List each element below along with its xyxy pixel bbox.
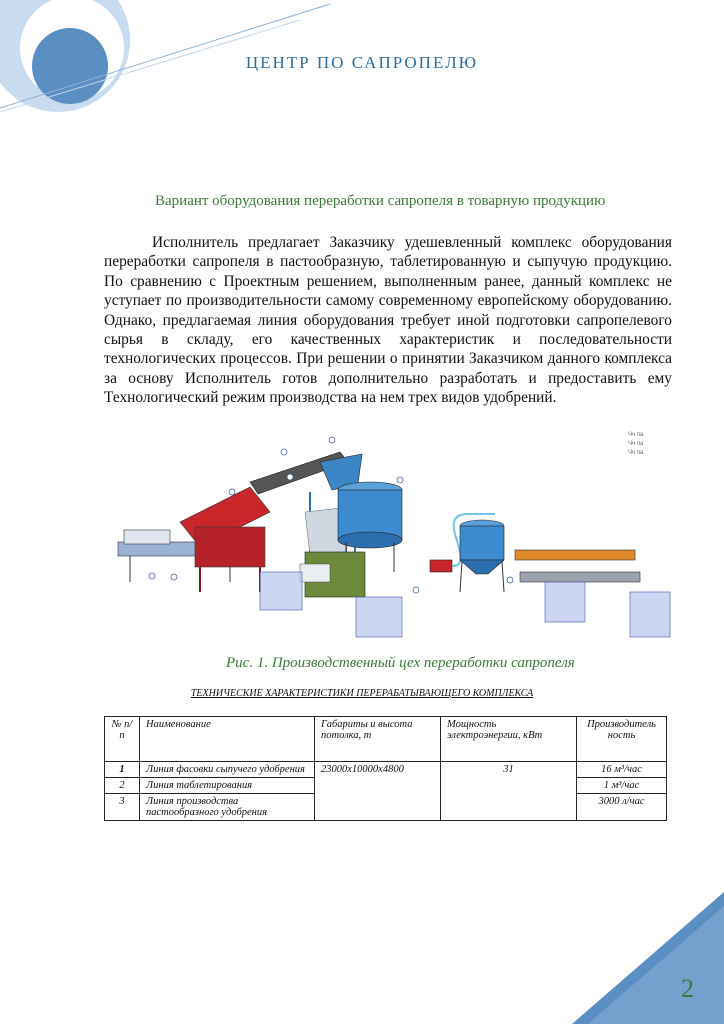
column-header: № п/п xyxy=(105,717,140,762)
legend-item: Чч па xyxy=(628,441,644,447)
storage-tank xyxy=(460,520,504,592)
row-performance: 1 м³/час xyxy=(577,778,667,794)
row-name: Линия производства пастообразного удобрения xyxy=(140,794,315,821)
legend-item: Чч па xyxy=(628,450,644,456)
column-header: Мощность электроэнергии, кВт xyxy=(441,717,577,762)
tablet-press xyxy=(300,552,365,597)
row-name: Линия фасовки сыпучего удобрения xyxy=(140,762,315,778)
equipment-illustration xyxy=(100,432,680,654)
row-number: 3 xyxy=(105,794,140,821)
page-number: 2 xyxy=(681,974,694,1003)
body-paragraph: Исполнитель предлагает Заказчику удешевленный комплекс оборудования переработки сапропеля в пастообразную, таблетированную и сыпучую продукцию. По сравнению с Проектным решением, выполненным ранее, данный комплекс не уступает по производительности самому современному европейскому оборудованию. Однако, предлагаемая линия оборудования требует иной подготовки сапропелевого сырья в складу, его качественных характеристик и последовательности технологических процессов. При решении о принятии Заказчиком данного комплекса за основу Исполнитель готов дополнительно разработать и предоставить ему Технологический режим производства на нем трех видов удобрений. xyxy=(104,234,672,407)
table-row xyxy=(105,762,667,778)
row-performance: 16 м³/час xyxy=(577,762,667,778)
column-header: Производитель ность xyxy=(577,717,667,762)
section-heading: Вариант оборудования переработки сапропеля в товарную продукцию xyxy=(155,193,606,209)
figure-caption: Рис. 1. Производственный цех переработки сапропеля xyxy=(226,655,575,671)
row-performance: 3000 л/час xyxy=(577,794,667,821)
table-title: ТЕХНИЧЕСКИЕ ХАРАКТЕРИСТИКИ ПЕРЕРАБАТЫВАЮЩЕГО КОМПЛЕКСА xyxy=(190,688,534,699)
header-title: ЦЕНТР ПО САПРОПЕЛЮ xyxy=(245,53,479,72)
table-header-row xyxy=(105,717,667,762)
column-header: Наименование xyxy=(140,717,315,762)
row-number: 1 xyxy=(105,762,140,778)
figure-legend xyxy=(628,431,643,458)
legend-item: Чч па xyxy=(628,432,644,438)
footer-decoration xyxy=(572,892,724,1024)
column-header: Габариты и высота потолка, т xyxy=(315,717,441,762)
power-cell: 31 xyxy=(441,762,577,821)
row-name: Линия таблетирования xyxy=(140,778,315,794)
row-number: 2 xyxy=(105,778,140,794)
dimensions-cell: 23000х10000х4800 xyxy=(315,762,441,821)
filling-line xyxy=(515,550,670,637)
specifications-table xyxy=(104,716,667,821)
drum-screen xyxy=(180,487,270,592)
